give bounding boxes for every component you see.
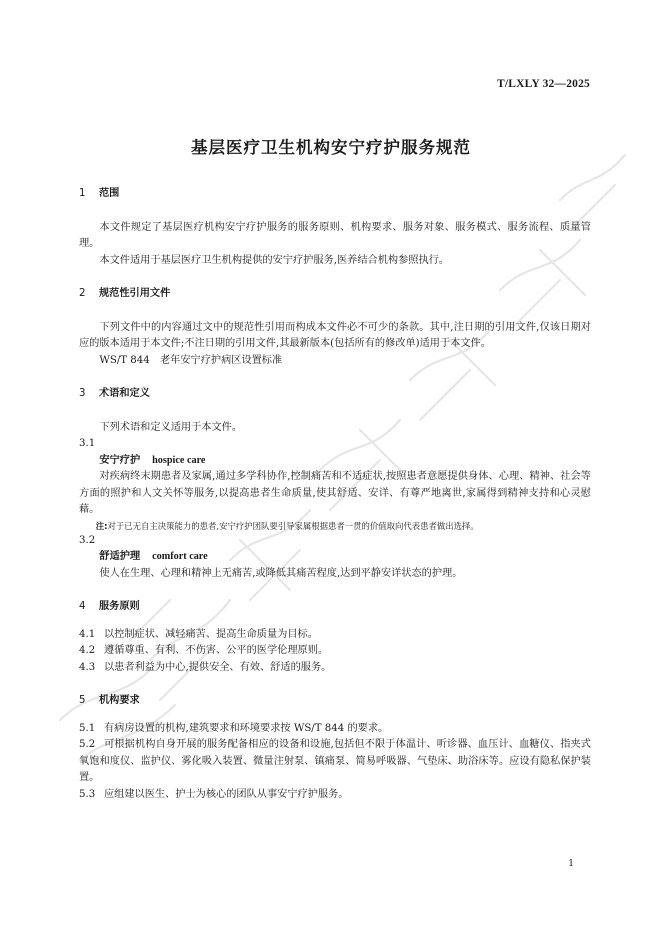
paragraph: 下列术语和定义适用于本文件。 (99, 421, 243, 433)
section-heading: 5 机构要求 (79, 695, 140, 706)
term-definition: 使人在生理、心理和精神上无痛苦,或降低其痛苦程度,达到平静安详状态的护理。 (99, 567, 463, 579)
paragraph: 本文件规定了基层医疗机构安宁疗护服务的服务原则、机构要求、服务对象、服务模式、服务流程、质量管理。 (79, 221, 591, 249)
section-heading: 1 范围 (79, 188, 120, 199)
term-name: 安宁疗护 hospice care (99, 454, 206, 466)
section-5 (79, 693, 591, 803)
section-2 (79, 286, 591, 369)
clause: 4.1 以控制症状、减轻痛苦、提高生命质量为目标。 (79, 628, 318, 640)
section-1 (79, 186, 591, 269)
standard-code: T/LXLY 32—2025 (496, 78, 590, 90)
document-body (79, 186, 591, 803)
section-4 (79, 599, 591, 676)
clause: 5.2 可根据机构自身开展的服务配备相应的设备和设施,包括但不限于体温计、听诊器、血压计、血糖仪、指夹式氧饱和度仪、监护仪、雾化吸入装置、微量注射泵、镇痛泵、简易呼吸器、气垫床、助浴床等。应设有隐私保护装置。 (79, 739, 591, 783)
term-name: 舒适护理 comfort care (99, 551, 208, 562)
clause: 4.3 以患者利益为中心,提供安全、有效、舒适的服务。 (79, 661, 332, 673)
document-title: 基层医疗卫生机构安宁疗护服务规范 (191, 138, 471, 157)
term-note: 注:对于已无自主决策能力的患者,安宁疗护团队要引导家属根据患者一贯的价值取向代表患者做出选择。 (95, 520, 479, 531)
page-number: 1 (568, 859, 574, 869)
normative-reference: WS/T 844 老年安宁疗护病区设置标准 (99, 354, 283, 366)
term-number: 3.2 (79, 534, 96, 546)
section-heading: 2 规范性引用文件 (79, 288, 171, 299)
paragraph: 本文件适用于基层医疗卫生机构提供的安宁疗护服务,医养结合机构参照执行。 (99, 254, 450, 266)
section-heading: 4 服务原则 (79, 601, 140, 612)
clause: 5.1 有病房设置的机构,建筑要求和环境要求按 WS/T 844 的要求。 (79, 722, 389, 734)
clause: 5.3 应组建以医生、护士为核心的团队从事安宁疗护服务。 (79, 788, 349, 800)
term-number: 3.1 (79, 438, 96, 449)
clause: 4.2 遵循尊重、有利、不伤害、公平的医学伦理原则。 (79, 645, 329, 656)
section-heading: 3 术语和定义 (79, 388, 150, 399)
paragraph: 下列文件中的内容通过文中的规范性引用而构成本文件必不可少的条款。其中,注日期的引用文件,仅该日期对应的版本适用于本文件;不注日期的引用文件,其最新版本(包括所有的修改单)适用于本文件。 (79, 321, 591, 349)
term-definition: 对疾病终末期患者及家属,通过多学科协作,控制痛苦和不适症状,按照患者意愿提供身体、心理、精神、社会等方面的照护和人文关怀等服务,以提高患者生命质量,使其舒适、安详、有尊严地离世,家属得到精神支持和心灵慰藉。 (79, 471, 591, 515)
section-3 (79, 386, 591, 582)
